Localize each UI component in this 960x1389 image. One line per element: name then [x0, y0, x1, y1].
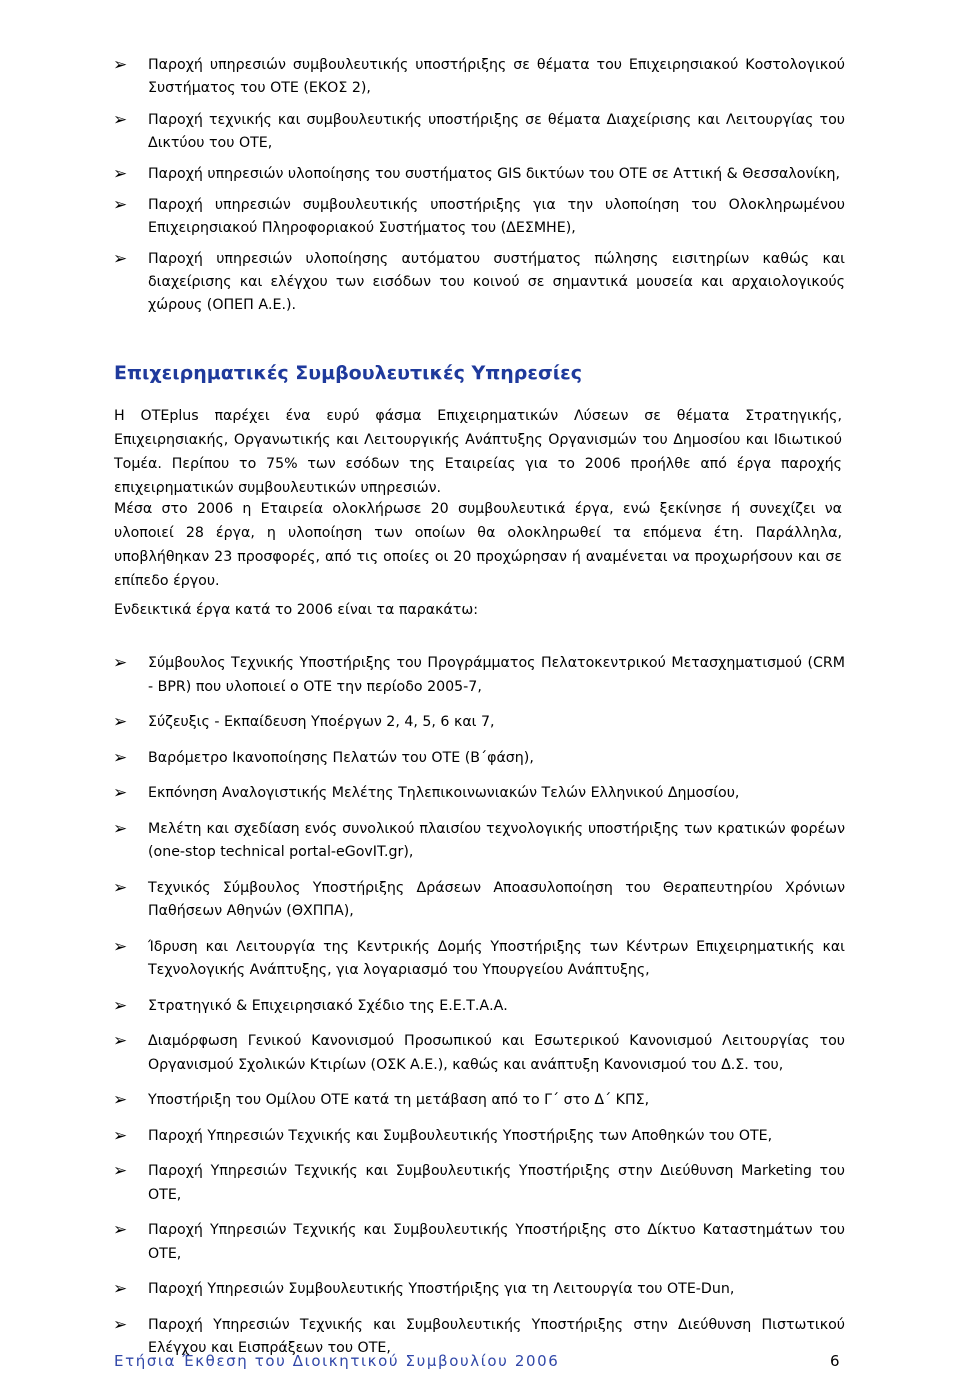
list-item — [113, 782, 845, 806]
list-item — [113, 54, 845, 100]
projects-list — [113, 652, 845, 1373]
list-item-text: Υποστήριξη του Ομίλου ΟΤΕ κατά τη μετάβαση από το Γ΄ στο Δ΄ ΚΠΣ, — [148, 1092, 650, 1108]
list-item — [113, 1030, 845, 1077]
arrow-bullet-icon: ➢ — [113, 1090, 128, 1110]
arrow-bullet-icon: ➢ — [113, 936, 128, 957]
list-item — [113, 1160, 845, 1207]
list-item — [113, 711, 845, 735]
list-item-text: Τεχνικός Σύμβουλος Υποστήριξης Δράσεων Αποασυλοποίηση του Θεραπευτηρίου Χρόνιων Παθήσεων Αθηνών (ΘΧΠΠΑ), — [148, 879, 845, 919]
list-item — [113, 1278, 845, 1302]
arrow-bullet-icon: ➢ — [113, 1314, 128, 1335]
intro-paragraph: Η ΟΤΕplus παρέχει ένα ευρύ φάσμα Επιχειρηματικών Λύσεων σε θέματα Στρατηγικής, Επιχειρησιακής, Οργανωτικής και Λειτουργικής Ανάπτυξης Οργανισμών του Δημοσίου και Ιδιωτικού Τομέα. Περίπου το 75% των εσόδων της Εταιρείας για το 2006 προήλθε από έργα παροχής επιχειρηματικών συμβουλευτικών υπηρεσιών. — [114, 408, 842, 496]
section-heading: Επιχειρηματικές Συμβουλευτικές Υπηρεσίες — [114, 362, 583, 384]
list-item-text: Παροχή τεχνικής και συμβουλευτικής υποστήριξης σε θέματα Διαχείρισης και Λειτουργίας του Δικτύου του ΟΤΕ, — [148, 112, 845, 151]
arrow-bullet-icon: ➢ — [113, 877, 128, 898]
list-item — [113, 995, 845, 1019]
list-item-text: Διαμόρφωση Γενικού Κανονισμού Προσωπικού και Εσωτερικού Κανονισμού Λειτουργίας του Οργανισμού Σχολικών Κτιρίων (ΟΣΚ Α.Ε.), καθώς και ανάπτυξη Κανονισμού του Δ.Σ. του, — [148, 1033, 845, 1073]
list-item-text: Παροχή Υπηρεσιών Τεχνικής και Συμβουλευτικής Υποστήριξης των Αποθηκών του ΟΤΕ, — [148, 1127, 773, 1144]
footer-title: Ετήσια Έκθεση του Διοικητικού Συμβουλίου 2006 — [114, 1352, 560, 1370]
list-item-text: Παροχή Υπηρεσιών Συμβουλευτικής Υποστήριξης για τη Λειτουργία του ΟΤΕ-Dun, — [148, 1281, 735, 1297]
list-item — [113, 936, 845, 983]
arrow-bullet-icon: ➢ — [113, 818, 128, 839]
list-item-text: Μελέτη και σχεδίαση ενός συνολικού πλαισίου τεχνολογικής υποστήριξης των κρατικών φορέων (one-stop technical portal-eGovIT.gr), — [148, 820, 845, 860]
services-list — [113, 54, 845, 325]
list-item-text: Παροχή Υπηρεσιών Τεχνικής και Συμβουλευτικής Υποστήριξης στο Δίκτυο Καταστημάτων του ΟΤΕ, — [148, 1222, 845, 1262]
list-item — [113, 194, 845, 240]
list-item-text: Εκπόνηση Αναλογιστικής Μελέτης Τηλεπικοινωνιακών Τελών Ελληνικού Δημοσίου, — [148, 785, 740, 801]
list-item — [113, 818, 845, 865]
list-item-text: Παροχή υπηρεσιών συμβουλευτικής υποστήριξης για την υλοποίηση του Ολοκληρωμένου Επιχειρησιακού Πληροφοριακού Συστήματος του (ΔΕΣΜΗΕ), — [148, 197, 845, 236]
list-item-text: Παροχή υπηρεσιών υλοποίησης του συστήματος GIS δικτύων του ΟΤΕ σε Αττική & Θεσσαλονίκη, — [148, 166, 841, 182]
arrow-bullet-icon: ➢ — [113, 164, 128, 184]
projects-paragraph: Μέσα στο 2006 η Εταιρεία ολοκλήρωσε 20 συμβουλευτικά έργα, ενώ ξεκίνησε ή συνεχίζει να υλοποιεί 28 έργα, η υλοποίηση των οποίων θα ολοκληρωθεί τα επόμενα έτη. Παράλληλα, υποβλήθηκαν 23 προσφορές, από τις οποίες οι 20 προχώρησαν ή αναμένεται να προχωρήσουν και σε επίπεδο έργου. — [114, 501, 842, 589]
list-item-text: Παροχή υπηρεσιών συμβουλευτικής υποστήριξης σε θέματα του Επιχειρησιακού Κοστολογικού Συστήματος του ΟΤΕ (ΕΚΟΣ 2), — [148, 57, 845, 96]
page-number: 6 — [830, 1352, 840, 1370]
list-item-text: Σύμβουλος Τεχνικής Υποστήριξης του Προγράμματος Πελατοκεντρικού Μετασχηματισμού (CRM - BPR) που υλοποιεί ο ΟΤΕ την περίοδο 2005-7, — [148, 655, 845, 695]
list-item-text: Σύζευξις - Εκπαίδευση Υποέργων 2, 4, 5, 6 και 7, — [148, 714, 495, 730]
arrow-bullet-icon: ➢ — [113, 653, 128, 673]
list-item — [113, 1089, 845, 1113]
arrow-bullet-icon: ➢ — [113, 1031, 128, 1051]
arrow-bullet-icon: ➢ — [113, 55, 128, 75]
list-item — [113, 1219, 845, 1266]
arrow-bullet-icon: ➢ — [113, 747, 128, 768]
arrow-bullet-icon: ➢ — [113, 1125, 128, 1146]
arrow-bullet-icon: ➢ — [113, 1161, 128, 1181]
list-item — [113, 109, 845, 155]
list-item-text: Παροχή υπηρεσιών υλοποίησης αυτόματου συστήματος πώλησης εισιτηρίων καθώς και διαχείρισης και ελέγχου των εισόδων του κοινού σε σημαντικά μουσεία και αρχαιολογικούς χώρους (ΟΠΕΠ Α.Ε.). — [148, 251, 845, 313]
list-item-text: Στρατηγικό & Επιχειρησιακό Σχέδιο της Ε.Ε.Τ.Α.Α. — [148, 997, 508, 1014]
arrow-bullet-icon: ➢ — [113, 249, 128, 269]
list-item-text: Παροχή Υπηρεσιών Τεχνικής και Συμβουλευτικής Υποστήριξης στην Διεύθυνση Πιστωτικού Ελέγχου και Εισπράξεων του ΟΤΕ, — [148, 1316, 845, 1356]
arrow-bullet-icon: ➢ — [113, 712, 128, 732]
list-item — [113, 248, 845, 317]
list-item-text: Παροχή Υπηρεσιών Τεχνικής και Συμβουλευτικής Υποστήριξης στην Διεύθυνση Marketing του ΟΤΕ, — [148, 1163, 845, 1203]
arrow-bullet-icon: ➢ — [113, 195, 128, 215]
list-item-text: Ίδρυση και Λειτουργία της Κεντρικής Δομής Υποστήριξης των Κέντρων Επιχειρηματικής και Τεχνολογικής Ανάπτυξης, για λογαριασμό του Υπουργείου Ανάπτυξης, — [148, 938, 845, 978]
list-item — [113, 877, 845, 924]
list-item — [113, 652, 845, 699]
list-item — [113, 747, 845, 771]
list-item-text: Βαρόμετρο Ικανοποίησης Πελατών του ΟΤΕ (Β΄φάση), — [148, 749, 534, 766]
arrow-bullet-icon: ➢ — [113, 995, 128, 1016]
arrow-bullet-icon: ➢ — [113, 110, 128, 130]
indicative-projects-intro: Ενδεικτικά έργα κατά το 2006 είναι τα παρακάτω: — [114, 602, 478, 618]
list-item — [113, 163, 845, 186]
arrow-bullet-icon: ➢ — [113, 1220, 128, 1240]
arrow-bullet-icon: ➢ — [113, 1279, 128, 1299]
list-item — [113, 1125, 845, 1149]
arrow-bullet-icon: ➢ — [113, 783, 128, 803]
